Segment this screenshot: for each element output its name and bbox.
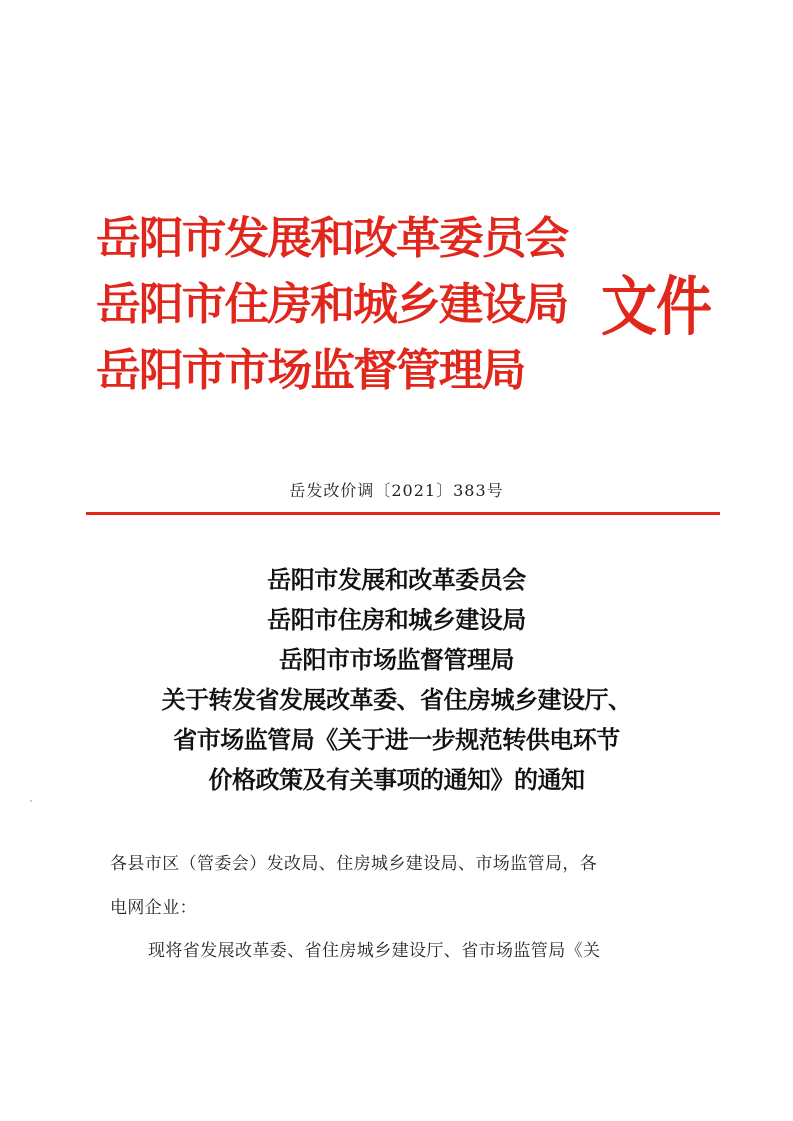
title-line: 岳阳市市场监督管理局 bbox=[279, 645, 514, 674]
issuer-name: 岳阳市发展和改革委员会 bbox=[96, 213, 568, 264]
body-paragraph: 现将省发展改革委、省住房城乡建设厅、省市场监管局《关 bbox=[148, 941, 601, 961]
addressee-line: 电网企业： bbox=[110, 898, 197, 918]
file-word: 文件 bbox=[601, 269, 711, 345]
issuer-list bbox=[96, 206, 606, 404]
addressee-line: 各县市区（管委会）发改局、住房城乡建设局、市场监管局，各 bbox=[110, 854, 598, 874]
red-header bbox=[96, 206, 716, 416]
title-line: 省市场监管局《关于进一步规范转供电环节 bbox=[173, 725, 620, 754]
title-line: 岳阳市住房和城乡建设局 bbox=[267, 605, 526, 634]
red-divider bbox=[86, 512, 720, 515]
document-title bbox=[60, 560, 733, 800]
issuer-name: 岳阳市市场监督管理局 bbox=[96, 345, 525, 396]
issuer-name: 岳阳市住房和城乡建设局 bbox=[96, 279, 568, 330]
scan-speck bbox=[30, 800, 32, 802]
title-line: 岳阳市发展和改革委员会 bbox=[267, 565, 526, 594]
title-line: 价格政策及有关事项的通知》的通知 bbox=[208, 765, 585, 794]
title-line: 关于转发省发展改革委、省住房城乡建设厅、 bbox=[161, 685, 632, 714]
document-number: 岳发改价调〔2021〕383号 bbox=[289, 481, 504, 500]
